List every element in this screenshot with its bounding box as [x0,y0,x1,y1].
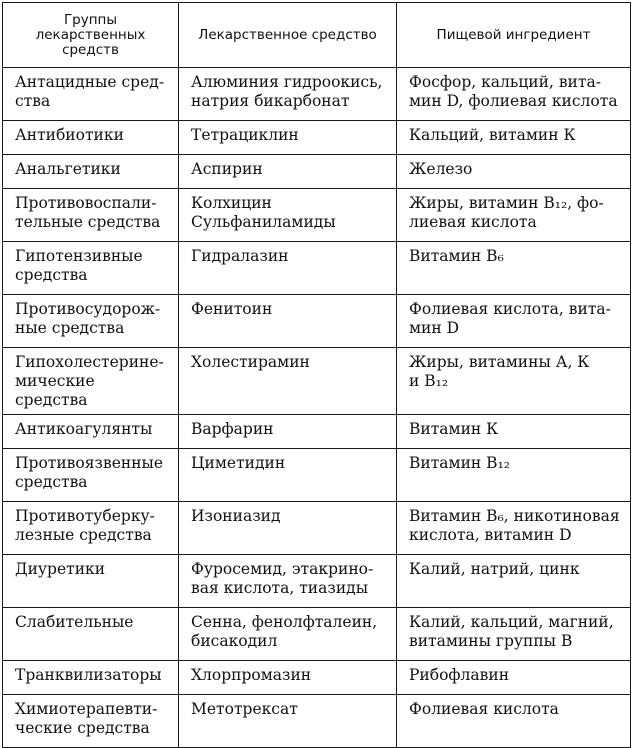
cell-group [3,348,179,415]
cell-drug [179,555,397,608]
cell-nutrient [397,695,631,748]
table-row [3,121,631,155]
cell-group [3,415,179,449]
cell-group-text: Слабительные [15,613,134,631]
cell-nutrient-text: Жиры, витамин B₁₂, фо- лиевая кислота [409,194,604,231]
header-nutrient [397,3,631,68]
cell-drug-text: Фуросемид, этакрино- вая кислота, тиазиды [191,560,374,597]
cell-nutrient-text: Фолиевая кислота, вита- мин D [409,300,611,337]
cell-nutrient [397,121,631,155]
cell-group-text: Противосудорож- ные средства [15,300,161,337]
table-row [3,502,631,555]
cell-drug-text: Хлорпромазин [191,666,312,684]
cell-nutrient-text: Железо [409,160,473,178]
header-nutrient-label: Пищевой ингредиент [436,26,591,43]
cell-drug [179,68,397,121]
cell-drug-text: Фенитоин [191,300,273,318]
cell-group-text: Транквилизаторы [15,666,162,684]
cell-drug [179,695,397,748]
cell-group-text: Противотуберку- лезные средства [15,507,155,544]
cell-nutrient [397,449,631,502]
cell-drug-text: Алюминия гидроокись, натрия бикарбонат [191,73,383,110]
table-row [3,348,631,415]
cell-group [3,155,179,189]
cell-drug [179,608,397,661]
cell-group [3,502,179,555]
cell-nutrient-text: Витамин B₆ [409,247,504,265]
cell-drug-text: Гидралазин [191,247,289,265]
table-body [3,68,631,748]
cell-group [3,189,179,242]
table-row [3,68,631,121]
cell-group [3,695,179,748]
cell-drug [179,155,397,189]
table-row [3,415,631,449]
cell-group-text: Диуретики [15,560,106,578]
cell-drug-text: Варфарин [191,420,274,438]
cell-nutrient-text: Кальций, витамин К [409,126,576,144]
drug-nutrient-table [2,2,631,748]
table-header [3,3,631,68]
cell-group [3,608,179,661]
cell-group-text: Гипотензивные средства [15,247,143,284]
cell-nutrient [397,189,631,242]
cell-group [3,449,179,502]
table-row [3,608,631,661]
cell-nutrient [397,502,631,555]
cell-drug-text: Циметидин [191,454,286,472]
cell-drug-text: Тетрациклин [191,126,299,144]
cell-drug-text: Холестирамин [191,353,310,371]
header-drug-groups [3,3,179,68]
cell-drug [179,121,397,155]
cell-drug [179,449,397,502]
table-row [3,661,631,695]
cell-group-text: Антикоагулянты [15,420,153,438]
cell-nutrient-text: Витамин B₆, никотиновая кислота, витамин D [409,507,620,544]
cell-drug [179,415,397,449]
cell-nutrient [397,555,631,608]
cell-nutrient-text: Калий, кальций, магний, витамины группы В [409,613,614,650]
cell-group-text: Антибиотики [15,126,124,144]
cell-nutrient-text: Витамин B₁₂ [409,454,510,472]
cell-drug [179,242,397,295]
cell-nutrient-text: Фолиевая кислота [409,700,559,718]
cell-group [3,295,179,348]
header-drug [179,3,397,68]
cell-group-text: Анальгетики [15,160,121,178]
cell-nutrient [397,242,631,295]
header-row [3,3,631,68]
cell-nutrient [397,348,631,415]
cell-group-text: Противовоспали- тельные средства [15,194,161,231]
table-row [3,295,631,348]
cell-group-text: Антацидные сред- ства [15,73,165,110]
cell-drug [179,661,397,695]
header-drug-label: Лекарственное средство [198,26,377,43]
cell-group [3,121,179,155]
cell-drug [179,189,397,242]
cell-nutrient [397,68,631,121]
cell-drug-text: Изониазид [191,507,281,525]
cell-drug-text: Аспирин [191,160,263,178]
cell-group [3,68,179,121]
cell-group [3,555,179,608]
cell-group-text: Химиотерапевти- ческие средства [15,700,158,737]
table-row [3,555,631,608]
cell-nutrient [397,415,631,449]
cell-nutrient [397,295,631,348]
table-row [3,449,631,502]
cell-nutrient-text: Рибофлавин [409,666,510,684]
cell-nutrient-text: Жиры, витамины А, К и B₁₂ [409,353,590,390]
cell-nutrient [397,155,631,189]
cell-drug [179,295,397,348]
cell-drug [179,502,397,555]
cell-nutrient-text: Калий, натрий, цинк [409,560,580,578]
cell-drug [179,348,397,415]
cell-group-text: Гипохолестерине- мические средства [15,353,164,409]
drug-nutrient-table-container [2,2,630,748]
cell-nutrient [397,661,631,695]
cell-drug-text: Метотрексат [191,700,298,718]
cell-group [3,661,179,695]
cell-nutrient [397,608,631,661]
cell-group-text: Противоязвенные средства [15,454,164,491]
cell-drug-text: Сенна, фенолфталеин, бисакодил [191,613,378,650]
header-drug-groups-label: Группы лекарственных средств [35,11,146,58]
cell-group [3,242,179,295]
table-row [3,242,631,295]
table-row [3,695,631,748]
cell-nutrient-text: Фосфор, кальций, вита- мин D, фолиевая кислота [409,73,618,110]
cell-nutrient-text: Витамин К [409,420,499,438]
table-row [3,155,631,189]
cell-drug-text: Колхицин Сульфаниламиды [191,194,336,231]
table-row [3,189,631,242]
